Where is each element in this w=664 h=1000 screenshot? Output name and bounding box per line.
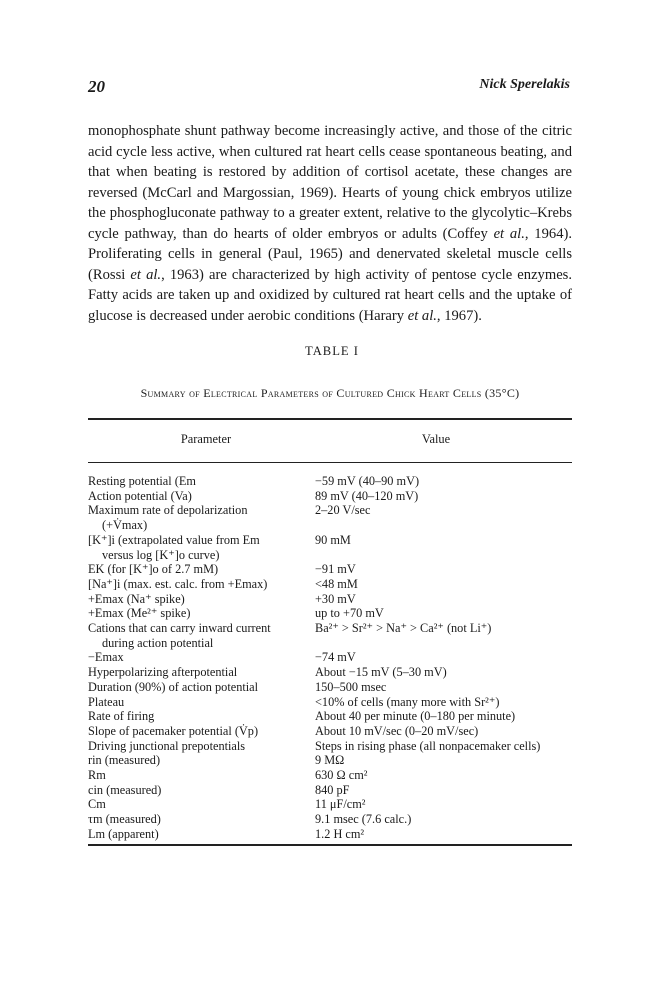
- value-cell: −91 mV: [315, 562, 356, 577]
- table-top-rule: [88, 418, 572, 420]
- column-header-value: Value: [421, 432, 451, 446]
- parameter-cell: Action potential (Va): [88, 488, 192, 503]
- parameter-cell: τm (measured): [88, 812, 161, 827]
- table-row: [88, 783, 572, 798]
- value-cell: up to +70 mV: [315, 606, 384, 621]
- table-row: [88, 533, 572, 548]
- value-cell: 630 Ω cm²: [315, 768, 368, 783]
- table-row: [88, 489, 572, 504]
- table-row: [88, 812, 572, 827]
- body-text-segment: monophosphate shunt pathway become increasingly active, and those of the citric acid cycle less active, when cultured rat heart cells cease spontaneous beating, and that when beating is restored by addition of cortisol acetate, these changes are reversed (McCarl and Margossian, 1969). Hearts of young chick embryos utilize the phosphogluconate pathway to a greater extent, relative to the glycolytic–Krebs cycle pathway, than do hearts of older embryos or adults (Coffey: [88, 123, 572, 242]
- table-row: [88, 577, 572, 592]
- value-cell: Steps in rising phase (all nonpacemaker cells): [315, 738, 541, 753]
- table-row: [88, 562, 572, 577]
- value-cell: 90 mM: [315, 532, 351, 547]
- parameter-cell: versus log [K⁺]o curve): [102, 547, 220, 562]
- table-row: [88, 680, 572, 695]
- value-cell: −74 mV: [315, 650, 356, 665]
- table-row: [88, 724, 572, 739]
- table-row: [88, 548, 572, 563]
- parameter-cell: Slope of pacemaker potential (V̇p): [88, 723, 259, 738]
- value-cell: 11 μF/cm²: [315, 797, 366, 812]
- parameter-cell: Cm: [88, 797, 106, 812]
- parameter-cell: −Emax: [88, 650, 124, 665]
- table-row: [88, 827, 572, 842]
- value-cell: About −15 mV (5–30 mV): [315, 665, 447, 680]
- body-text-segment: , 1967).: [436, 307, 482, 324]
- value-cell: 840 pF: [315, 782, 350, 797]
- table-row: [88, 636, 572, 651]
- value-cell: About 10 mV/sec (0–20 mV/sec): [315, 723, 479, 738]
- parameter-cell: Resting potential (Em: [88, 474, 196, 488]
- value-cell: [329, 548, 572, 563]
- parameter-cell: +Emax (Me²⁺ spike): [88, 606, 191, 621]
- parameter-cell: Hyperpolarizing afterpotential: [88, 665, 238, 680]
- table-row: [88, 518, 572, 533]
- value-cell: 2–20 V/sec: [315, 503, 371, 518]
- parameter-cell: (+V̇max): [102, 518, 148, 533]
- body-text-segment: , 1964). Proliferating cells in general (Paul, 1965) and denervated skeletal muscle cells (Rossi: [88, 225, 572, 283]
- table-row: [88, 797, 572, 812]
- parameter-cell: Maximum rate of depolarization: [88, 503, 248, 518]
- table-body: [88, 474, 572, 842]
- column-header-parameter: Parameter: [180, 432, 232, 446]
- value-cell: <10% of cells (many more with Sr²⁺): [315, 694, 500, 709]
- value-cell: +30 mV: [315, 591, 356, 606]
- value-cell: −59 mV (40–90 mV): [315, 474, 420, 488]
- table-row: [88, 709, 572, 724]
- value-cell: [329, 518, 572, 533]
- table-row: [88, 650, 572, 665]
- table-bottom-rule: [88, 844, 572, 846]
- parameter-cell: +Emax (Na⁺ spike): [88, 591, 185, 606]
- value-cell: 1.2 H cm²: [315, 826, 365, 841]
- table-row: [88, 621, 572, 636]
- value-cell: Ba²⁺ > Sr²⁺ > Na⁺ > Ca²⁺ (not Li⁺): [315, 621, 492, 636]
- value-cell: About 40 per minute (0–180 per minute): [315, 709, 516, 724]
- parameter-cell: Cations that can carry inward current: [88, 621, 271, 636]
- value-cell: 9.1 msec (7.6 calc.): [315, 812, 412, 827]
- body-paragraph: [88, 121, 572, 326]
- table-caption: Summary of Electrical Parameters of Cultured Chick Heart Cells (35°C): [140, 386, 520, 400]
- value-cell: <48 mM: [315, 576, 358, 591]
- table-row: [88, 592, 572, 607]
- table-header-rule: [88, 462, 572, 463]
- table-label: TABLE I: [305, 344, 359, 358]
- parameter-cell: [Na⁺]i (max. est. calc. from +Emax): [88, 576, 268, 591]
- parameter-cell: Plateau: [88, 694, 125, 709]
- table-row: [88, 695, 572, 710]
- parameter-cell: cin (measured): [88, 782, 162, 797]
- table-row: [88, 739, 572, 754]
- et-al-italic: et al.: [407, 307, 437, 324]
- et-al-italic: et al.: [493, 225, 525, 242]
- running-head: Nick Sperelakis: [479, 77, 570, 92]
- parameter-cell: Lm (apparent): [88, 826, 159, 841]
- et-al-italic: et al.: [130, 266, 162, 283]
- parameter-cell: EK (for [K⁺]o of 2.7 mM): [88, 562, 219, 577]
- parameter-cell: Rate of firing: [88, 709, 155, 724]
- table-row: [88, 503, 572, 518]
- table-row: [88, 753, 572, 768]
- value-cell: 89 mV (40–120 mV): [315, 488, 419, 503]
- value-cell: 150–500 msec: [315, 679, 387, 694]
- table-row: [88, 474, 572, 489]
- parameter-cell: Driving junctional prepotentials: [88, 738, 246, 753]
- parameter-cell: [K⁺]i (extrapolated value from Em: [88, 532, 260, 547]
- table-row: [88, 768, 572, 783]
- page-number: 20: [88, 77, 105, 96]
- parameter-cell: Rm: [88, 768, 106, 783]
- parameter-cell: rin (measured): [88, 753, 161, 768]
- body-text-segment: , 1963) are characterized by high activity of pentose cycle enzymes. Fatty acids are taken up and oxidized by cultured rat heart cells and the uptake of glucose is decreased under aerobic conditions (Harary: [88, 266, 573, 324]
- value-cell: [329, 636, 572, 651]
- value-cell: 9 MΩ: [315, 753, 345, 768]
- parameter-cell: during action potential: [102, 635, 214, 650]
- table-row: [88, 665, 572, 680]
- parameter-cell: Duration (90%) of action potential: [88, 679, 259, 694]
- table-row: [88, 606, 572, 621]
